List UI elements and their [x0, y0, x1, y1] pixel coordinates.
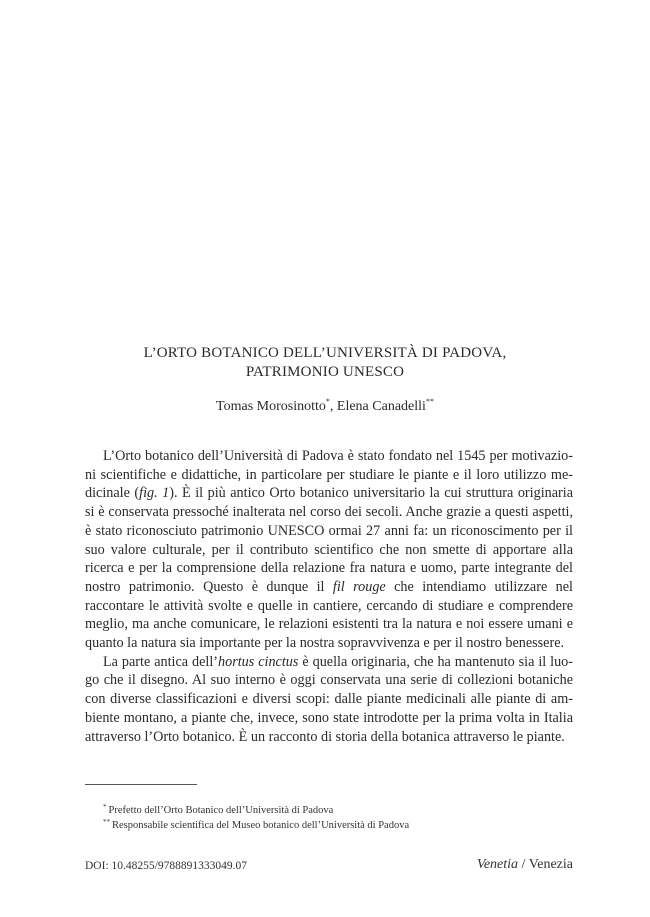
article-body [85, 447, 573, 746]
series-label [477, 857, 573, 873]
series-plain: Venezia [528, 857, 573, 872]
authors-line [0, 397, 650, 415]
body-paragraph [85, 653, 573, 747]
doi-label: DOI: 10.48255/9788891333049.07 [85, 860, 247, 872]
footnote-mark: * [103, 803, 107, 811]
text-run: L’Orto botanico dell’Università di Padova è stato fondato nel 1545 per motivazioni scientifiche e didattiche, in particolare per studiare le piante e il loro utilizzo medicinale ( [85, 448, 573, 502]
footnote-text: Responsabile scientifica del Museo botanico dell’Università di Padova [112, 820, 410, 831]
text-run: La parte antica dell’ [103, 653, 219, 670]
footnote-divider [85, 784, 197, 785]
footnote-marker: ** [425, 397, 434, 406]
text-run: che intendiamo utilizzare nel raccontare le attività svolte e quelle in cantiere, cercando di studiare e comprendere meglio, ma anche comunicare, le relazioni esistenti tra la natura e noi essere umani e quanto la natura sia importante per la nostra sopravvivenza e per il nostro benessere. [85, 578, 573, 652]
footnote [103, 815, 409, 833]
text-run: è quella originaria, che ha mantenuto sia il luogo che il disegno. Al suo interno è oggi conservata una serie di collezioni botaniche con diverse classificazioni e diversi scopi: dalle piante medicinali alle piante di ambiente montano, a piante che, invece, sono state introdotte per la prima volta in Italia attraverso l’Orto botanico. È un racconto di storia della botanica attraverso le piante. [85, 653, 574, 745]
series-italic: Venetia [476, 857, 519, 872]
article-title-line-2: PATRIMONIO UNESCO [245, 364, 405, 380]
italic-term: fil rouge [332, 578, 386, 595]
footnote-marker: * [325, 397, 330, 406]
series-separator: / [518, 857, 529, 872]
author-separator: , [329, 399, 337, 414]
italic-term: hortus cinctus [218, 653, 299, 670]
figure-reference: fig. 1 [139, 485, 170, 502]
text-run: ). È il più antico Orto botanico universitario la cui struttura originaria si è conservata pressoché inalterata nel corso dei secoli. Anche grazie a questi aspetti, è stato riconosciuto patrimonio UNESCO ormai 27 anni fa: un riconoscimento per il suo valore culturale, per il contributo scientifico che non smette di apportare alla ricerca e per la comprensione della relazione fra natura e uomo, parte integrante del nostro patrimonio. Questo è dunque il [85, 485, 573, 595]
footnote-mark: ** [103, 818, 110, 826]
body-paragraph [85, 447, 573, 653]
author-name: Tomas Morosinotto [216, 399, 326, 414]
author-name: Elena Canadelli [336, 399, 426, 414]
article-title-line-1: L’ORTO BOTANICO DELL’UNIVERSITÀ DI PADOVA, [143, 345, 507, 361]
footnote-text: Prefetto dell’Orto Botanico dell’Università di Padova [108, 805, 334, 816]
